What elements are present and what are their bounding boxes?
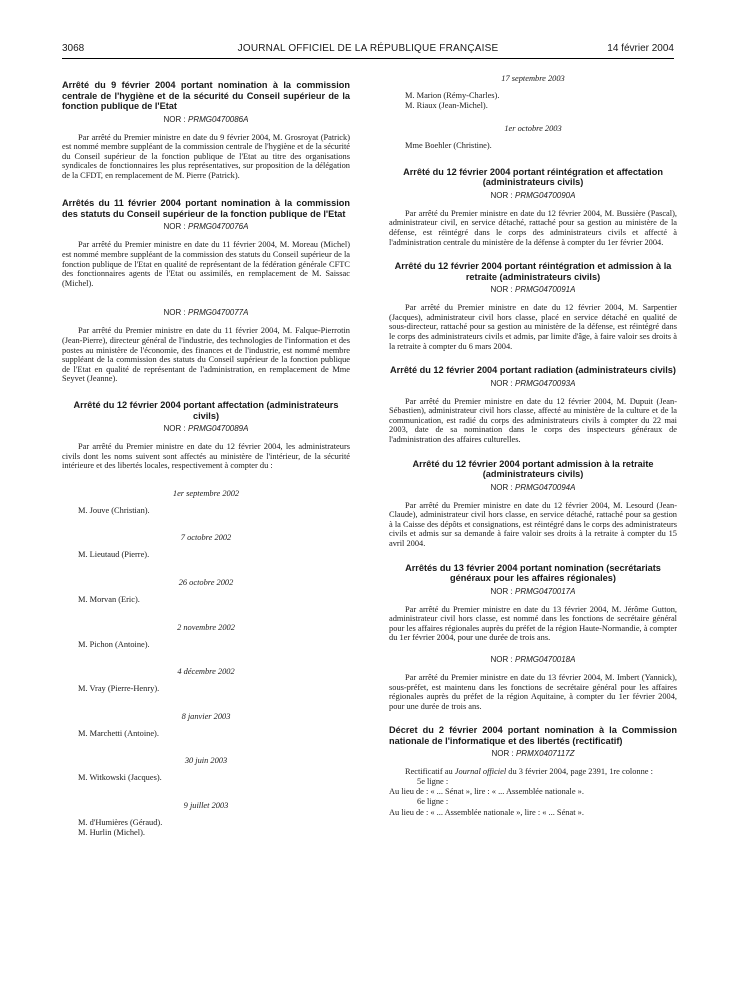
nor-reference: NOR : PRMG0470090A xyxy=(490,190,576,200)
dated-entry xyxy=(62,533,350,560)
issue-date: 14 février 2004 xyxy=(607,43,674,54)
section-body: Rectificatif au Journal officiel du 3 février 2004, page 2391, 1re colonne : xyxy=(405,767,653,777)
section-body: Par arrêté du Premier ministre en date du 13 février 2004, M. Imbert (Yannick), sous-préfet, est maintenu dans les fonctions de secrétaire général pour les affaires régionales auprès du préfet de la région Aquitaine, à compter du 1er février 2004, pour une durée de trois ans. xyxy=(389,672,677,711)
dated-entry xyxy=(62,489,350,516)
page-header xyxy=(62,40,674,59)
section-reintegration-affectation xyxy=(389,167,677,247)
section-decret-cnil xyxy=(389,725,677,817)
entry-date: 7 octobre 2002 xyxy=(180,533,232,543)
section-title: Arrêtés du 13 février 2004 portant nomination (secrétariats généraux pour les affaires régionales) xyxy=(405,562,661,584)
section-title: Arrêté du 12 février 2004 portant radiation (administrateurs civils) xyxy=(390,365,676,376)
section-title: Arrêté du 9 février 2004 portant nomination à la commission centrale de l'hygiène et de la sécurité du Conseil supérieur de la fonction publique de l'Etat xyxy=(62,80,350,111)
section-nomination-hygiene xyxy=(62,80,350,180)
section-title: Arrêtés du 11 février 2004 portant nomination à la commission des statuts du Conseil supérieur de la fonction publique de l'Etat xyxy=(62,198,350,219)
entry-date: 2 novembre 2002 xyxy=(177,622,235,632)
section-body: Par arrêté du Premier ministre en date du 11 février 2004, M. Moreau (Michel) est nommé membre suppléant de la commission des statuts du Conseil supérieur de la fonction publique de l'Etat en qualité de représentant de la fédération générale CFTC des fonctionnaires agents de l'Etat ou assimilés, en remplacement de M. Saissac (Michel). xyxy=(62,240,350,288)
section-radiation xyxy=(389,365,677,444)
nor-reference: NOR : PRMX0407117Z xyxy=(491,749,575,759)
entry-name: Mme Boehler (Christine). xyxy=(405,141,492,151)
section-body: Par arrêté du Premier ministre en date du 12 février 2004, M. Bussière (Pascal), administrateur civil, en service détaché, rattaché pour sa gestion au ministère de la défense, est réintégré dans le corps des administrateurs civils et affecté à l'administration centrale du ministère de la défense à compter du 1er février 2004. xyxy=(389,208,677,247)
section-body: Par arrêté du Premier ministre en date du 11 février 2004, M. Falque-Pierrotin (Jean-Pierre), directeur général de l'industrie, des technologies de l'information et des postes au ministère de l'économie, des finances et de l'industrie, est nommé membre suppléant de la commission des statuts du Conseil supérieur de la fonction publique de l'Etat en qualité de représentant de l'administration, en remplacement de Mme Seyvet (Jeanne). xyxy=(62,326,350,384)
section-body: Par arrêté du Premier ministre en date du 12 février 2004, M. Sarpentier (Jacques), administrateur civil hors classe, placé en service détaché en qualité de sous-directeur, rattaché pour sa gestion au ministère de la défense, est réintégré dans le corps des administrateurs civils et admis, par limite d'âge, à faire valoir ses droits à la retraite à compter du 6 mars 2004. xyxy=(389,303,677,351)
section-title: Arrêté du 12 février 2004 portant réintégration et affectation (administrateurs civils) xyxy=(403,166,663,188)
section-body: Par arrêté du Premier ministre en date du 12 février 2004, M. Dupuit (Jean-Sébastien), administrateur civil hors classe, affecté au ministère de la culture et de la communication, est radié du corps des administrateurs civils à compter du 22 mai 2003, date de sa nomination dans le corps des inspecteurs généraux de l'administration des affaires culturelles. xyxy=(389,396,677,444)
entry-name: M. Witkowski (Jacques). xyxy=(78,773,162,783)
right-column xyxy=(389,74,677,818)
correction-line: Au lieu de : « ... Assemblée nationale », lire : « ... Sénat ». xyxy=(389,807,584,817)
entry-date: 26 octobre 2002 xyxy=(178,577,234,587)
section-body: Par arrêté du Premier ministre en date du 12 février 2004, les administrateurs civils dont les noms suivent sont affectés au ministère de l'intérieur, de la sécurité intérieure et des libertés locales, respectivement à compter du : xyxy=(62,442,350,471)
correction-line: Au lieu de : « ... Sénat », lire : « ... Assemblée nationale ». xyxy=(389,787,584,797)
dated-entry xyxy=(62,712,350,739)
nor-reference: NOR : PRMG0470076A xyxy=(163,222,249,232)
nor-reference: NOR : PRMG0470091A xyxy=(490,285,576,295)
entry-date: 1er octobre 2003 xyxy=(504,124,562,134)
section-secretariats-generaux xyxy=(389,563,677,712)
entry-name: M. Lieutaud (Pierre). xyxy=(78,550,150,560)
page-number: 3068 xyxy=(62,43,85,54)
correction-line: 6e ligne : xyxy=(417,797,449,807)
section-body: Par arrêté du Premier ministre en date du 12 février 2004, M. Lesourd (Jean-Claude), administrateur civil hors classe, en service détaché, rattaché pour sa gestion à la Caisse des dépôts et consignations, est réintégré dans le corps des administrateurs civils et admis sur sa demande à faire valoir ses droits à la retraite à compter du 15 avril 2004. xyxy=(389,500,677,548)
correction-line: 5e ligne : xyxy=(417,776,449,786)
entry-name: M. Morvan (Eric). xyxy=(78,594,140,604)
entry-name: M. Riaux (Jean-Michel). xyxy=(405,100,488,110)
dated-entry xyxy=(389,74,677,110)
entry-name: M. Marion (Rémy-Charles). xyxy=(405,91,500,100)
entry-date: 30 juin 2003 xyxy=(184,756,228,766)
entry-date: 17 septembre 2003 xyxy=(501,74,565,83)
nor-reference: NOR : PRMG0470093A xyxy=(490,378,576,388)
entry-name: M. Marchetti (Antoine). xyxy=(78,728,159,738)
entry-name: M. Pichon (Antoine). xyxy=(78,639,150,649)
section-title: Arrêté du 12 février 2004 portant réintégration et admission à la retraite (administrateurs civils) xyxy=(394,261,672,282)
dated-entry xyxy=(62,623,350,650)
nor-reference: NOR : PRMG0470086A xyxy=(163,114,249,124)
entry-date: 1er septembre 2002 xyxy=(172,488,240,498)
entry-name: M. Jouve (Christian). xyxy=(78,505,150,515)
entry-name: M. Vray (Pierre-Henry). xyxy=(78,684,160,694)
entry-name: M. d'Humières (Géraud). xyxy=(78,817,163,827)
nor-reference: NOR : PRMG0470094A xyxy=(490,482,576,492)
dated-entry xyxy=(62,578,350,605)
section-title: Arrêté du 12 février 2004 portant affectation (administrateurs civils) xyxy=(73,400,339,421)
entry-date: 9 juillet 2003 xyxy=(183,800,229,810)
section-commission-statuts xyxy=(62,198,350,384)
entry-date: 4 décembre 2002 xyxy=(177,667,235,677)
dated-entry xyxy=(62,667,350,694)
dated-entry xyxy=(389,124,677,151)
section-affectation xyxy=(62,400,350,837)
section-reintegration-retraite xyxy=(389,261,677,351)
section-title: Arrêté du 12 février 2004 portant admission à la retraite (administrateurs civils) xyxy=(412,458,654,480)
entry-name: M. Hurlin (Michel). xyxy=(78,827,145,837)
section-admission-retraite xyxy=(389,459,677,549)
section-title: Décret du 2 février 2004 portant nomination à la Commission nationale de l'informatique et des libertés (rectificatif) xyxy=(389,725,677,746)
dated-entry xyxy=(62,756,350,783)
section-body: Par arrêté du Premier ministre en date du 13 février 2004, M. Jérôme Gutton, administrateur civil hors classe, est nommé dans les fonctions de secrétaire général pour les affaires régionales auprès du préfet de la région Haute-Normandie, à compter du 1er février 2004, pour une durée de trois ans. xyxy=(389,604,677,643)
left-column xyxy=(62,80,350,837)
nor-reference: NOR : PRMG0470017A xyxy=(490,586,576,596)
nor-reference: NOR : PRMG0470089A xyxy=(163,424,249,433)
nor-reference: NOR : PRMG0470018A xyxy=(490,654,576,664)
journal-title: JOURNAL OFFICIEL DE LA RÉPUBLIQUE FRANÇAISE xyxy=(237,43,499,54)
entry-date: 8 janvier 2003 xyxy=(181,711,231,721)
nor-reference: NOR : PRMG0470077A xyxy=(163,308,249,318)
dated-entry xyxy=(62,801,350,837)
section-body: Par arrêté du Premier ministre en date du 9 février 2004, M. Grosroyat (Patrick) est nommé membre suppléant de la commission centrale de l'hygiène et de la sécurité du Conseil supérieur de la fonction publique de l'Etat au titre des organisations syndicales de fonctionnaires les plus représentatives, sur proposition de la délégation de la CFDT, en remplacement de M. Pierre (Patrick). xyxy=(62,132,350,180)
